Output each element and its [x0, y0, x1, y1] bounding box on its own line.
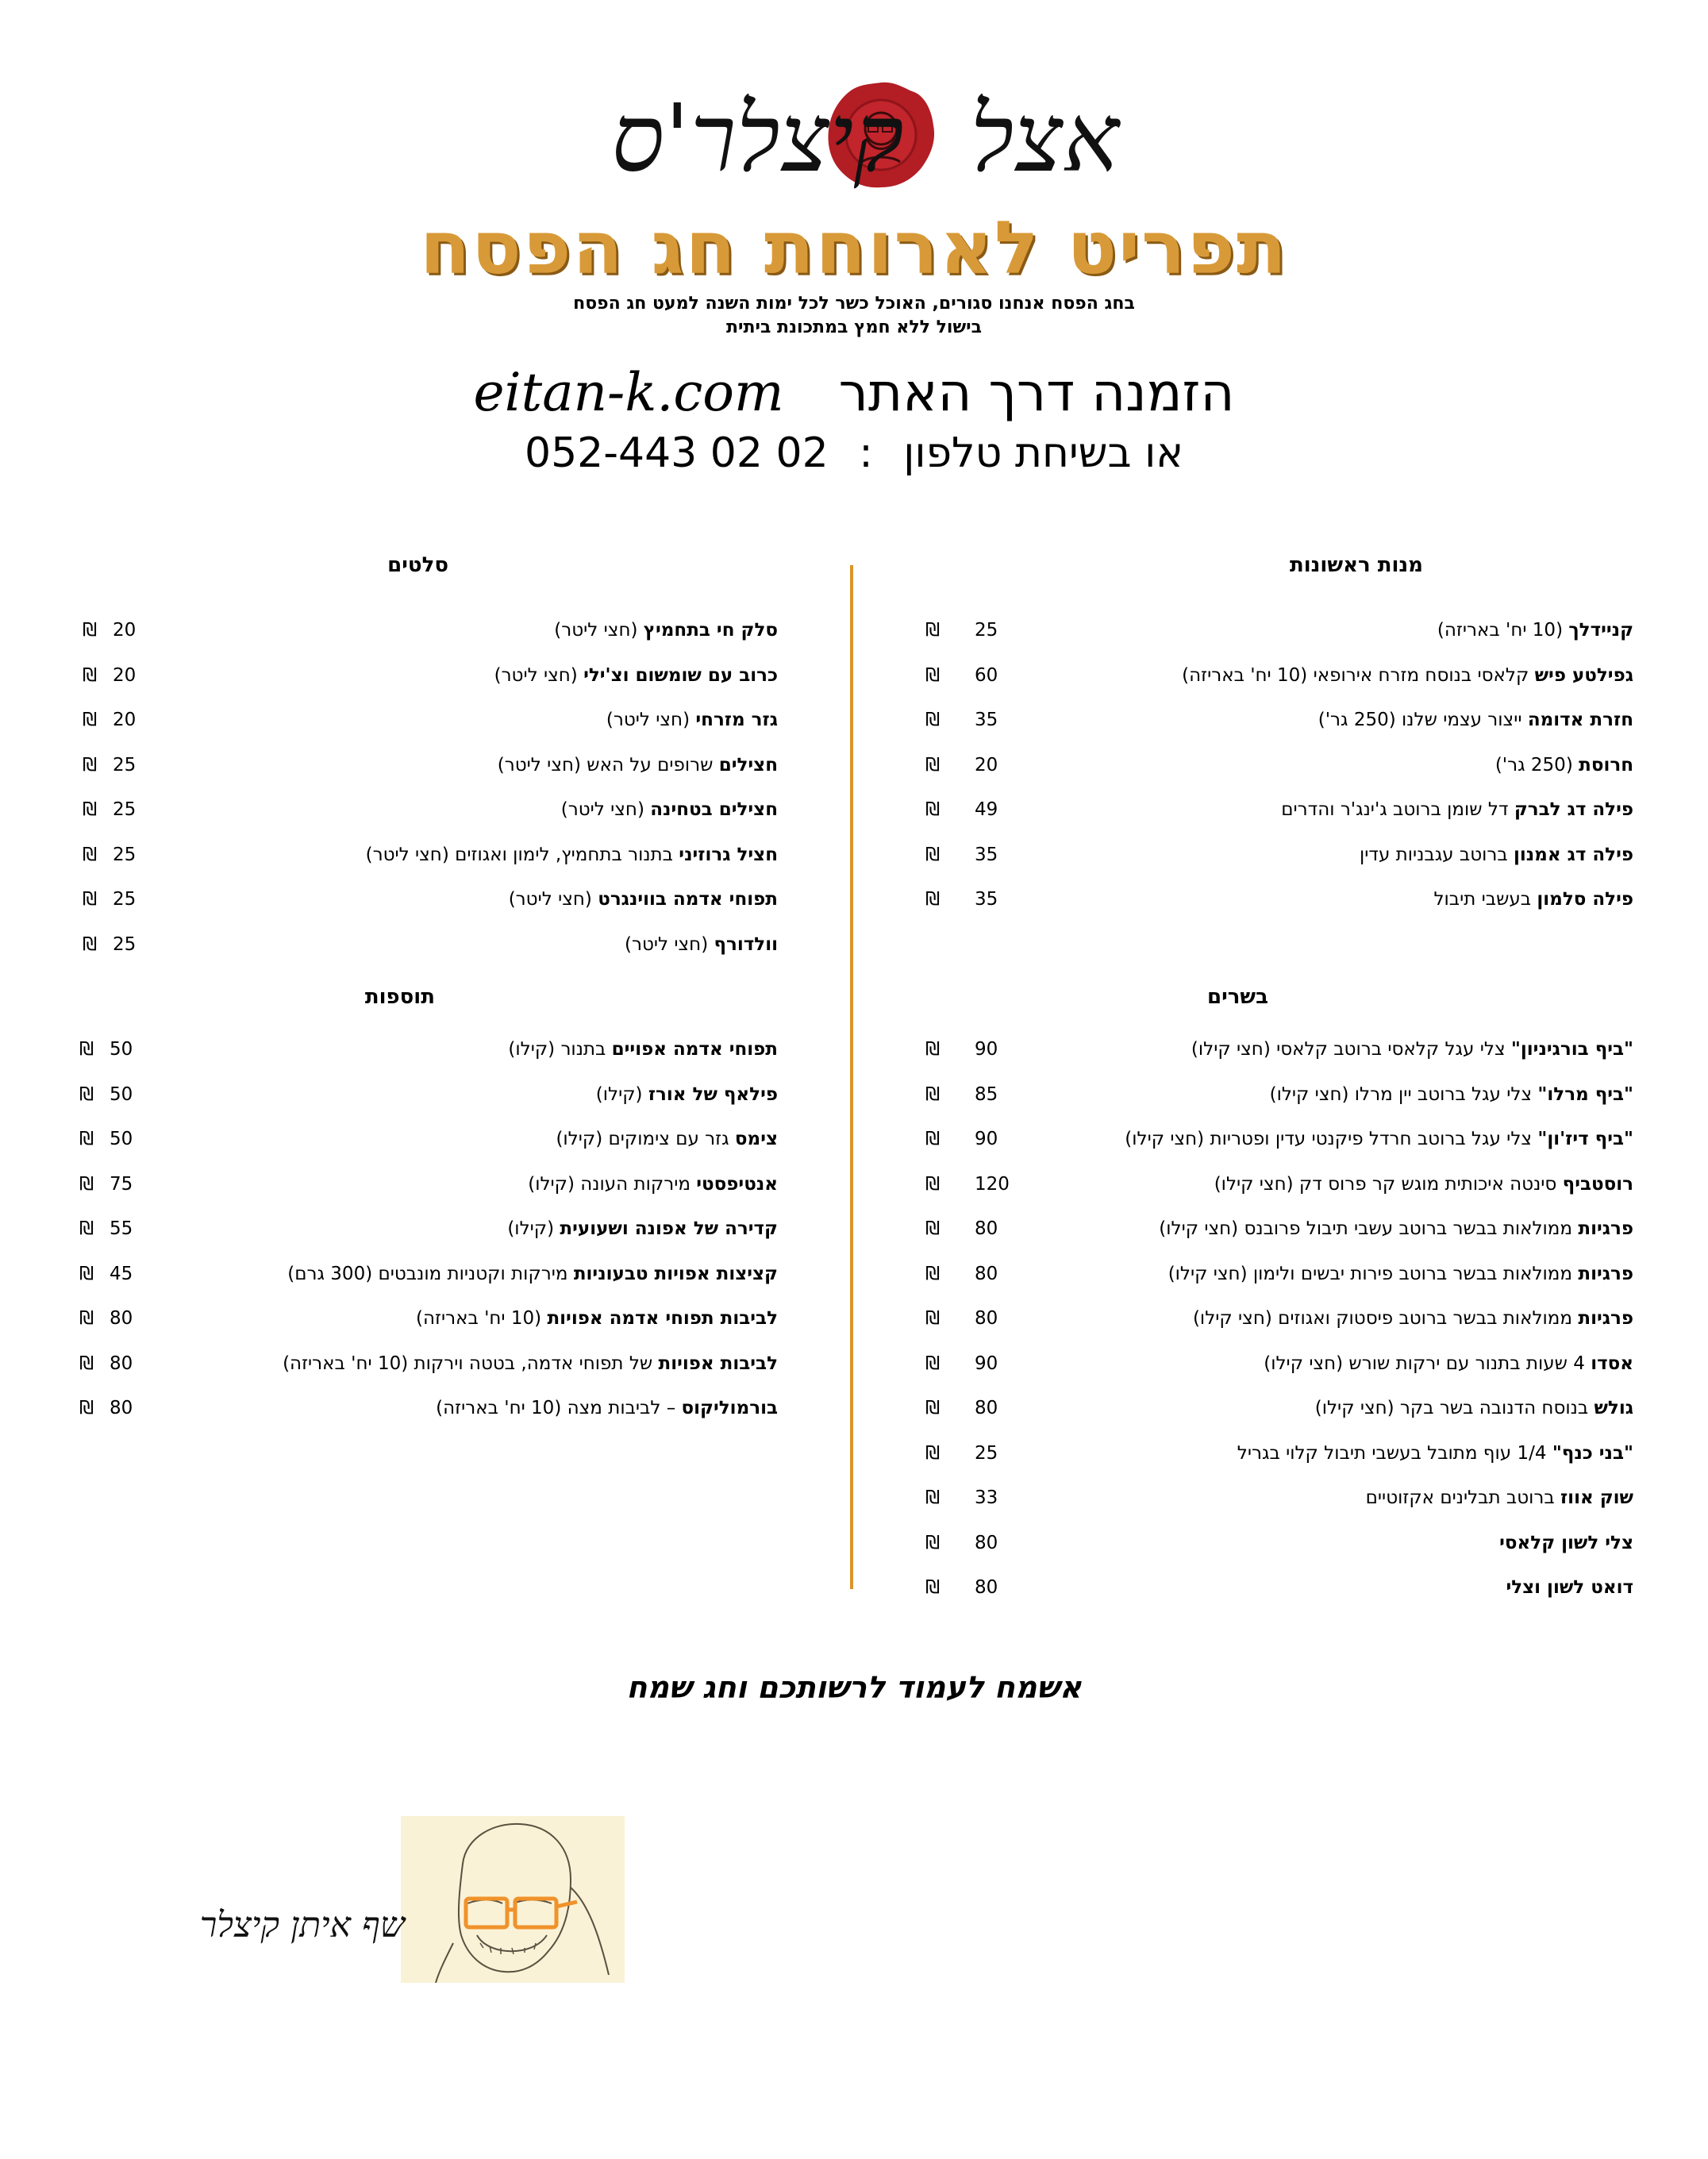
menu-item [63, 743, 778, 788]
shekel-icon: ₪ [79, 1353, 94, 1374]
menu-item-name: "ביף דיז'ון" [1537, 1129, 1633, 1149]
menu-item-price [921, 1386, 1022, 1431]
price-value: 80 [975, 1263, 998, 1284]
price-value: 35 [975, 844, 998, 865]
menu-item [63, 922, 778, 968]
price-value: 35 [975, 889, 998, 910]
menu-item-price [78, 608, 136, 653]
menu-item-price [75, 1386, 133, 1431]
menu-item-name: חצילים בטחינה [650, 799, 778, 820]
menu-item-text [508, 1027, 778, 1072]
menu-item-description: (10 יח' באריזה) [416, 1308, 548, 1329]
website-link[interactable]: eitan-k.com [473, 362, 784, 423]
menu-item-description: גזר עם צימוקים (קילו) [556, 1129, 735, 1149]
order-line [0, 361, 1708, 424]
menu-item-text [507, 1206, 778, 1252]
menu-item-description: (חצי ליטר) [625, 933, 714, 955]
price-value: 33 [975, 1487, 998, 1508]
menu-item-name: סלק חי בתחמיץ [643, 620, 778, 641]
price-value: 50 [110, 1129, 133, 1149]
menu-item-description: (250 גר') [1494, 754, 1579, 775]
menu-item-price [921, 1252, 1022, 1297]
menu-item-price [78, 922, 136, 968]
menu-item-name: קציצות אפויות טבעוניות [573, 1263, 778, 1284]
price-value: 25 [113, 933, 137, 955]
menu-item-price [78, 787, 136, 833]
shekel-icon: ₪ [79, 1129, 94, 1149]
menu-item [895, 1027, 1633, 1072]
shekel-icon: ₪ [925, 1039, 941, 1060]
menu-item-price [78, 877, 136, 922]
price-value: 55 [110, 1218, 133, 1239]
menu-item [895, 1117, 1633, 1162]
menu-item-price [78, 743, 136, 788]
price-value: 80 [975, 1308, 998, 1329]
price-value: 25 [113, 799, 137, 820]
menu-item-price [75, 1072, 133, 1118]
menu-item [63, 653, 778, 698]
shekel-icon: ₪ [925, 1532, 941, 1553]
menu-item [63, 608, 778, 653]
menu-item-description: (חצי ליטר) [606, 710, 696, 730]
menu-item-name: חציל גרוזיני [679, 844, 778, 865]
menu-item-name: גולש [1594, 1398, 1633, 1418]
section-title: תוספות [364, 985, 435, 1009]
shekel-icon: ₪ [79, 1039, 94, 1060]
menu-item-name: "בני כנף" [1552, 1442, 1633, 1464]
menu-item-description: בתנור (קילו) [508, 1039, 612, 1060]
menu-item-price [921, 653, 1022, 698]
menu-item-price [921, 1206, 1022, 1252]
menu-item-name: רוסטביף [1562, 1173, 1633, 1195]
menu-item-name: דואט לשון וצלי [1506, 1577, 1633, 1598]
menu-item-description: (חצי ליטר) [560, 799, 651, 820]
menu-item-name: אנטיפסטי [696, 1173, 778, 1195]
price-value: 25 [113, 889, 137, 910]
menu-item [63, 1341, 778, 1387]
price-value: 80 [975, 1532, 998, 1553]
menu-item-name: אסדו [1591, 1353, 1633, 1374]
menu-item-text [494, 653, 778, 698]
menu-item [63, 698, 778, 743]
menu-item [63, 1206, 778, 1252]
menu-item-text [1506, 1565, 1633, 1611]
menu-item-text [625, 922, 778, 968]
menu-item-text [283, 1341, 778, 1387]
menu-items [63, 608, 778, 967]
menu-item-name: חזרת אדומה [1527, 710, 1633, 730]
menu-item-name: כרוב עם שומשום וצ'ילי [583, 664, 778, 686]
subtitle-line-2: בישול ללא חמץ במתכונת ביתית [725, 318, 983, 337]
menu-item [63, 1117, 778, 1162]
price-value: 45 [110, 1263, 133, 1284]
menu-item-price [75, 1296, 133, 1341]
price-value: 35 [975, 710, 998, 730]
shekel-icon: ₪ [82, 754, 98, 775]
menu-item-description: ייצור עצמי שלנו (250 גר') [1318, 710, 1528, 730]
menu-item-name: בורמוליקוס [681, 1398, 778, 1418]
shekel-icon: ₪ [925, 1308, 941, 1329]
shekel-icon: ₪ [925, 1083, 941, 1105]
menu-item-description: ברוטב עגבניות עדין [1360, 844, 1514, 865]
shekel-icon: ₪ [925, 1129, 941, 1149]
menu-item-text [561, 787, 778, 833]
menu-item-description: – לביבות מצה (10 יח' באריזה) [436, 1398, 682, 1418]
menu-item-description: 1/4 עוף מתובל בעשבי תיבול קלוי בגריל [1237, 1442, 1552, 1464]
menu-item-description: (חצי ליטר) [554, 620, 644, 641]
section-title: סלטים [387, 553, 448, 577]
menu-item-description: צלי עגל ברוטב חרדל פיקנטי עדין ופטריות (חצי קילו) [1125, 1129, 1538, 1149]
menu-item-text [436, 1386, 778, 1431]
menu-item [895, 743, 1633, 788]
menu-item-price [921, 608, 1022, 653]
menu-item-price [75, 1206, 133, 1252]
menu-item-price [78, 698, 136, 743]
shekel-icon: ₪ [82, 799, 98, 820]
order-label: הזמנה דרך האתר [838, 362, 1235, 423]
menu-item-text [556, 1117, 778, 1162]
menu-item [895, 1162, 1633, 1207]
price-value: 20 [113, 664, 137, 686]
price-value: 25 [975, 1442, 998, 1464]
menu-item-text [1315, 1386, 1633, 1431]
menu-item-price [921, 787, 1022, 833]
menu-item-name: פרגיות [1578, 1308, 1633, 1329]
restaurant-logo [611, 67, 1119, 194]
menu-item [63, 1386, 778, 1431]
menu-item [895, 1206, 1633, 1252]
menu-item-text [1264, 1341, 1633, 1387]
menu-item-price [75, 1162, 133, 1207]
price-value: 60 [975, 664, 998, 686]
menu-item-description: שרופים על האש (חצי ליטר) [497, 754, 719, 775]
menu-item [895, 787, 1633, 833]
menu-item-name: פילה דג אמנון [1513, 844, 1633, 865]
menu-item-text [528, 1162, 778, 1207]
menu-item-description: בעשבי תיבול [1433, 889, 1537, 910]
menu-item [895, 698, 1633, 743]
section-title: בשרים [1207, 985, 1268, 1009]
menu-item-name: תפוחי אדמה אפויים [611, 1039, 778, 1060]
chef-portrait-sketch [401, 1816, 625, 1983]
menu-item-description: סינטה איכותית מוגש קר פרוס דק (חצי קילו) [1214, 1173, 1563, 1195]
shekel-icon: ₪ [925, 1173, 941, 1195]
price-value: 25 [113, 844, 137, 865]
price-value: 75 [110, 1173, 133, 1195]
shekel-icon: ₪ [79, 1083, 94, 1105]
menu-item-text [416, 1296, 778, 1341]
menu-item-text [1270, 1072, 1633, 1118]
menu-item-description: בתנור בתחמיץ, לימון ואגוזים (חצי ליטר) [365, 844, 679, 865]
price-value: 20 [113, 710, 137, 730]
shekel-icon: ₪ [925, 1398, 941, 1418]
menu-item-description: קלאסי בנוסח מזרח אירופאי (10 יח' באריזה) [1182, 664, 1535, 686]
price-value: 80 [110, 1308, 133, 1329]
shekel-icon: ₪ [82, 710, 98, 730]
price-value: 80 [975, 1577, 998, 1598]
logo-text-right: אצל [970, 83, 1119, 193]
menu-item [63, 1252, 778, 1297]
menu-item-text [1281, 787, 1633, 833]
price-value: 90 [975, 1039, 998, 1060]
menu-item-text [1182, 653, 1633, 698]
menu-item-text [1159, 1206, 1633, 1252]
menu-item-price [921, 1072, 1022, 1118]
menu-item-price [921, 1431, 1022, 1476]
menu-item-price [921, 1521, 1022, 1566]
menu-item-price [921, 743, 1022, 788]
menu-item [895, 1431, 1633, 1476]
menu-item-name: צימס [734, 1129, 778, 1149]
menu-item-text [1433, 877, 1633, 922]
menu-item-description: (קילו) [595, 1083, 648, 1105]
menu-item-name: לביבות אפויות [658, 1353, 778, 1374]
menu-item-price [921, 1296, 1022, 1341]
menu-item-text [1214, 1162, 1633, 1207]
menu-item [895, 833, 1633, 878]
menu-item-price [921, 1476, 1022, 1521]
menu-item-text [498, 743, 778, 788]
shekel-icon: ₪ [82, 889, 98, 910]
shekel-icon: ₪ [79, 1173, 94, 1195]
section-first-courses [895, 549, 1633, 922]
menu-item [895, 1341, 1633, 1387]
menu-item-name: וולדורף [714, 933, 778, 955]
menu-item-text [1495, 743, 1633, 788]
menu-item-name: גפילטע פיש [1534, 664, 1633, 686]
menu-item-text [1360, 833, 1633, 878]
menu-item-description: של תפוחי אדמה, בטטה וירקות (10 יח' באריזה) [283, 1353, 659, 1374]
price-value: 80 [975, 1218, 998, 1239]
section-salads [63, 549, 778, 967]
menu-item-text [509, 877, 778, 922]
menu-item [63, 877, 778, 922]
menu-item-text [1499, 1521, 1633, 1566]
menu-item-name: קדירה של אפונה ושעועית [560, 1218, 778, 1239]
menu-item-description: מירקות וקטניות מונבטים (300 גרם) [287, 1263, 574, 1284]
shekel-icon: ₪ [82, 844, 98, 865]
menu-item-description: (חצי ליטר) [494, 664, 584, 686]
menu-item-description: צלי עגל קלאסי ברוטב קלאסי (חצי קילו) [1191, 1039, 1511, 1060]
price-value: 80 [110, 1353, 133, 1374]
menu-item-name: פילה סלמון [1537, 889, 1633, 910]
menu-item-description: (קילו) [507, 1218, 560, 1239]
shekel-icon: ₪ [925, 844, 941, 865]
menu-item-price [75, 1252, 133, 1297]
price-value: 25 [975, 620, 998, 641]
menu-item-description: מירקות העונה (קילו) [528, 1173, 697, 1195]
menu-title: תפריט לארוחת חג הפסח [420, 206, 1288, 291]
menu-item-price [921, 1341, 1022, 1387]
menu-item-name: לביבות תפוחי אדמה אפויות [547, 1308, 778, 1329]
shekel-icon: ₪ [82, 664, 98, 686]
menu-item-name: תפוחי אדמה בווינגרט [598, 889, 778, 910]
price-value: 80 [975, 1398, 998, 1418]
shekel-icon: ₪ [925, 1487, 941, 1508]
menu-item-text [1366, 1476, 1633, 1521]
phone-separator: : [859, 429, 873, 477]
menu-item [895, 1476, 1633, 1521]
menu-item-price [921, 698, 1022, 743]
menu-item [895, 653, 1633, 698]
shekel-icon: ₪ [925, 754, 941, 775]
menu-item-price [921, 833, 1022, 878]
menu-item-description: ממולאות בבשר ברוטב פירות יבשים ולימון (חצי קילו) [1168, 1263, 1579, 1284]
menu-item-description: ממולאות בבשר ברוטב פיסטוק ואגוזים (חצי קילו) [1192, 1308, 1579, 1329]
menu-item [895, 1386, 1633, 1431]
subtitle-line-1: בחג הפסח אנחנו סגורים, האוכל כשר לכל ימות השנה למעט חג הפסח [573, 294, 1135, 314]
menu-item-text [1437, 608, 1633, 653]
shekel-icon: ₪ [925, 889, 941, 910]
shekel-icon: ₪ [79, 1398, 94, 1418]
menu-item-price [921, 1565, 1022, 1611]
phone-label: או בשיחת טלפון [903, 429, 1184, 477]
phone-line [0, 429, 1708, 478]
menu-item-text [287, 1252, 778, 1297]
menu-item [63, 1162, 778, 1207]
menu-item-text [1193, 1296, 1633, 1341]
menu-item [895, 1296, 1633, 1341]
menu-item-text [554, 608, 778, 653]
menu-item [63, 1027, 778, 1072]
menu-item-price [78, 653, 136, 698]
menu-item-description: (חצי ליטר) [508, 889, 598, 910]
menu-items [895, 1027, 1633, 1611]
menu-item [895, 1072, 1633, 1118]
menu-item-name: "ביף מרלו" [1537, 1083, 1633, 1105]
menu-item-name: פילה דג לברק [1514, 799, 1633, 820]
shekel-icon: ₪ [79, 1263, 94, 1284]
chef-signature: שף איתן קיצלר [199, 1905, 405, 1945]
menu-item [895, 877, 1633, 922]
menu-item-text [596, 1072, 778, 1118]
menu-item-description: צלי עגל ברוטב יין מרלו (חצי קילו) [1269, 1083, 1538, 1105]
shekel-icon: ₪ [82, 620, 98, 641]
menu-item-name: גזר מזרחי [695, 710, 778, 730]
menu-item-name: פרגיות [1578, 1263, 1633, 1284]
menu-items [895, 608, 1633, 922]
shekel-icon: ₪ [925, 1353, 941, 1374]
shekel-icon: ₪ [925, 710, 941, 730]
price-value: 49 [975, 799, 998, 820]
menu-item-price [921, 877, 1022, 922]
menu-item-price [75, 1027, 133, 1072]
shekel-icon: ₪ [82, 933, 98, 955]
price-value: 50 [110, 1039, 133, 1060]
menu-item-price [921, 1027, 1022, 1072]
menu-item [895, 1252, 1633, 1297]
price-value: 20 [975, 754, 998, 775]
shekel-icon: ₪ [925, 620, 941, 641]
menu-item-price [78, 833, 136, 878]
shekel-icon: ₪ [79, 1218, 94, 1239]
menu-item [895, 1565, 1633, 1611]
price-value: 120 [975, 1173, 1010, 1195]
menu-item-text [1318, 698, 1633, 743]
menu-item-name: פילאף של אורז [648, 1083, 778, 1105]
menu-item-name: שוק אווז [1560, 1487, 1633, 1508]
menu-item [63, 787, 778, 833]
menu-item-name: "ביף בורגיניון" [1510, 1039, 1633, 1060]
section-title: מנות ראשונות [1289, 553, 1423, 577]
menu-item-text [1168, 1252, 1633, 1297]
menu-item-description: 4 שעות בתנור עם ירקות שורש (חצי קילו) [1264, 1353, 1591, 1374]
menu-item-price [75, 1117, 133, 1162]
menu-item-text [1125, 1117, 1633, 1162]
price-value: 90 [975, 1353, 998, 1374]
shekel-icon: ₪ [925, 1442, 941, 1464]
menu-item-description: בנוסח הדנובה בשר בקר (חצי קילו) [1314, 1398, 1595, 1418]
menu-item [63, 1296, 778, 1341]
menu-item-price [921, 1117, 1022, 1162]
price-value: 20 [113, 620, 137, 641]
menu-item-name: קניידלך [1568, 620, 1633, 641]
menu-item-description: (10 יח' באריזה) [1437, 620, 1569, 641]
shekel-icon: ₪ [925, 1218, 941, 1239]
closing-message: אשמח לעמוד לרשותכם וחג שמח [626, 1670, 1082, 1705]
menu-item-description: ממולאות בבשר ברוטב עשבי תיבול פרובנס (חצי קילו) [1159, 1218, 1579, 1239]
shekel-icon: ₪ [925, 1263, 941, 1284]
shekel-icon: ₪ [925, 1577, 941, 1598]
shekel-icon: ₪ [79, 1308, 94, 1329]
menu-item-text [1237, 1431, 1633, 1476]
menu-item-text [366, 833, 778, 878]
price-value: 50 [110, 1083, 133, 1105]
menu-item-description: דל שומן ברוטב ג'ינג'ר והדרים [1281, 799, 1514, 820]
section-sides [63, 981, 778, 1431]
column-divider [850, 565, 853, 1589]
menu-item-price [921, 1162, 1022, 1207]
logo-text-left: קיצלר'ס [611, 83, 904, 193]
menu-item [895, 608, 1633, 653]
section-meats [895, 981, 1633, 1611]
menu-item-text [1191, 1027, 1633, 1072]
shekel-icon: ₪ [925, 664, 941, 686]
price-value: 85 [975, 1083, 998, 1105]
price-value: 80 [110, 1398, 133, 1418]
price-value: 90 [975, 1129, 998, 1149]
shekel-icon: ₪ [925, 799, 941, 820]
menu-item [895, 1521, 1633, 1566]
menu-item [63, 1072, 778, 1118]
menu-item-name: חצילים [718, 754, 778, 775]
menu-item-name: חרוסת [1579, 754, 1633, 775]
menu-item-name: פרגיות [1578, 1218, 1633, 1239]
menu-item-text [606, 698, 778, 743]
menu-item-description: ברוטב תבלינים אקזוטיים [1365, 1487, 1560, 1508]
menu-item [63, 833, 778, 878]
menu-items [63, 1027, 778, 1431]
price-value: 25 [113, 754, 137, 775]
menu-item-price [75, 1341, 133, 1387]
phone-number[interactable]: 052-443 02 02 [524, 429, 829, 477]
menu-item-name: צלי לשון קלאסי [1499, 1532, 1633, 1553]
